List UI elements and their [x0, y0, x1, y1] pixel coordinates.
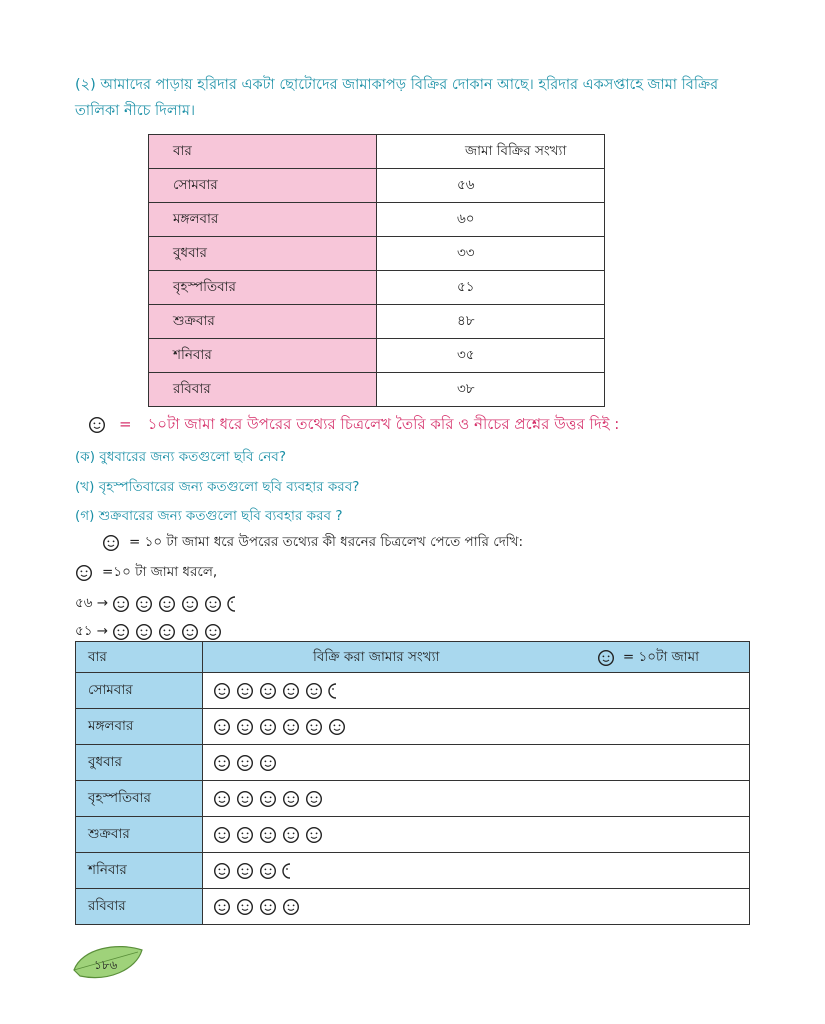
- assume-line: [75, 561, 217, 584]
- smiley-icon: [112, 595, 130, 613]
- table-row: [76, 889, 750, 925]
- smiley-icon: [597, 649, 615, 667]
- day-cell: শুক্রবার: [149, 305, 377, 339]
- smiley-icon: [135, 595, 153, 613]
- smiley-icon: [102, 534, 120, 552]
- example-56: [75, 592, 242, 615]
- header-count-label: বিক্রি করা জামার সংখ্যা: [313, 648, 440, 665]
- smiley-icon: [282, 898, 300, 916]
- table-row: [149, 305, 605, 339]
- header-count: জামা বিক্রির সংখ্যা: [377, 135, 605, 169]
- smiley-icon: [597, 649, 620, 667]
- day-cell: বৃহস্পতিবার: [149, 271, 377, 305]
- smiley-icon: [213, 790, 231, 808]
- smiley-icon: [112, 623, 130, 641]
- value-cell: ৪৮: [377, 305, 605, 339]
- smiley-icon: [236, 754, 254, 772]
- day-cell: বৃহস্পতিবার: [76, 781, 203, 817]
- value-cell: ৩৮: [377, 373, 605, 407]
- day-cell: সোমবার: [76, 673, 203, 709]
- example-label: ৫৬ →: [75, 595, 109, 611]
- day-cell: রবিবার: [76, 889, 203, 925]
- value-cell: ৫১: [377, 271, 605, 305]
- header-day: বার: [76, 642, 203, 673]
- table-row: [149, 237, 605, 271]
- smiley-icon: [236, 862, 254, 880]
- smiley-icon: [282, 826, 300, 844]
- instruction-text: ১০টা জামা ধরে উপরের তথ্যের চিত্রলেখ তৈরি করি ও নীচের প্রশ্নের উত্তর দিই :: [147, 415, 620, 433]
- day-cell: শুক্রবার: [76, 817, 203, 853]
- intro-paragraph: (২) আমাদের পাড়ায় হরিদার একটা ছোটোদের জামাকাপড় বিক্রির দোকান আছে। হরিদার একসপ্তাহে জামা বিক্রির তালিকা নীচে দিলাম।: [75, 77, 719, 119]
- day-cell: শনিবার: [149, 339, 377, 373]
- day-cell: রবিবার: [149, 373, 377, 407]
- legend: [597, 646, 699, 669]
- table-row: [149, 203, 605, 237]
- table-row: [149, 169, 605, 203]
- half-smiley-icon: [328, 682, 338, 700]
- legend-text: = ১০টা জামা: [622, 649, 699, 665]
- smiley-icon: [305, 682, 323, 700]
- day-cell: মঙ্গলবার: [76, 709, 203, 745]
- page-number: ১৮৬: [94, 958, 118, 972]
- question-kha: (খ) বৃহস্পতিবারের জন্য কতগুলো ছবি ব্যবহার করব?: [75, 479, 360, 495]
- smiley-icon: [75, 564, 98, 582]
- header-count: [203, 642, 750, 673]
- smiley-icon: [181, 595, 199, 613]
- pictograph-table: [75, 641, 750, 925]
- question-ga: (গ) শুক্রবারের জন্য কতগুলো ছবি ব্যবহার করব ?: [75, 508, 343, 524]
- smiley-row: [112, 623, 227, 641]
- smiley-icon: [204, 623, 222, 641]
- header-day: বার: [149, 135, 377, 169]
- smiley-row: [213, 683, 343, 699]
- smiley-icon: [135, 623, 153, 641]
- day-cell: বুধবার: [76, 745, 203, 781]
- smiley-icon: [259, 718, 277, 736]
- question-ka: (ক) বুধবারের জন্য কতগুলো ছবি নেব?: [75, 449, 286, 465]
- smiley-icon: [181, 623, 199, 641]
- example-51: [75, 620, 227, 643]
- smiley-icon: [75, 564, 93, 582]
- smiley-icon: [158, 595, 176, 613]
- smiley-icon: [204, 595, 222, 613]
- smiley-row: [213, 863, 297, 879]
- smiley-row: [213, 827, 328, 843]
- smiley-icon: [259, 682, 277, 700]
- table-row: [76, 817, 750, 853]
- smiley-icon: [88, 412, 111, 436]
- table-row: [76, 709, 750, 745]
- icon-cell: [203, 745, 750, 781]
- smiley-icon: [236, 898, 254, 916]
- day-cell: সোমবার: [149, 169, 377, 203]
- smiley-row: [213, 719, 351, 735]
- smiley-icon: [236, 718, 254, 736]
- smiley-icon: [259, 826, 277, 844]
- instruction: [88, 412, 619, 436]
- value-cell: ৩৩: [377, 237, 605, 271]
- table-row: [76, 781, 750, 817]
- smiley-icon: [213, 898, 231, 916]
- value-cell: ৬০: [377, 203, 605, 237]
- smiley-icon: [259, 898, 277, 916]
- smiley-row: [213, 791, 328, 807]
- day-cell: শনিবার: [76, 853, 203, 889]
- value-cell: ৩৫: [377, 339, 605, 373]
- assume-text: =১০ টা জামা ধরলে,: [102, 564, 218, 580]
- smiley-icon: [305, 826, 323, 844]
- smiley-icon: [236, 826, 254, 844]
- smiley-icon: [259, 790, 277, 808]
- smiley-icon: [236, 682, 254, 700]
- smiley-icon: [102, 534, 125, 552]
- smiley-icon: [259, 862, 277, 880]
- smiley-icon: [259, 754, 277, 772]
- smiley-icon: [88, 416, 106, 434]
- smiley-row: [213, 755, 282, 771]
- table-row: [76, 673, 750, 709]
- icon-cell: [203, 817, 750, 853]
- smiley-row: [213, 899, 305, 915]
- sales-table: [148, 134, 605, 407]
- day-cell: মঙ্গলবার: [149, 203, 377, 237]
- smiley-icon: [158, 623, 176, 641]
- table-row: [149, 271, 605, 305]
- icon-cell: [203, 709, 750, 745]
- icon-cell: [203, 889, 750, 925]
- icon-cell: [203, 673, 750, 709]
- day-cell: বুধবার: [149, 237, 377, 271]
- half-smiley-icon: [282, 862, 292, 880]
- sales-table-header: [149, 135, 605, 169]
- table-row: [76, 853, 750, 889]
- icon-cell: [203, 781, 750, 817]
- smiley-icon: [236, 790, 254, 808]
- explain-line: [102, 531, 523, 554]
- table-row: [149, 339, 605, 373]
- smiley-row: [112, 595, 242, 613]
- value-cell: ৫৬: [377, 169, 605, 203]
- smiley-icon: [305, 790, 323, 808]
- smiley-icon: [213, 826, 231, 844]
- icon-cell: [203, 853, 750, 889]
- table-row: [76, 745, 750, 781]
- half-smiley-icon: [227, 595, 237, 613]
- smiley-icon: [213, 754, 231, 772]
- table-row: [149, 373, 605, 407]
- smiley-icon: [282, 682, 300, 700]
- smiley-icon: [328, 718, 346, 736]
- smiley-icon: [213, 682, 231, 700]
- instruction-eq: =: [119, 415, 132, 433]
- pictograph-header: [76, 642, 750, 673]
- example-label: ৫১ →: [75, 623, 109, 639]
- smiley-icon: [282, 790, 300, 808]
- smiley-icon: [282, 718, 300, 736]
- smiley-icon: [213, 718, 231, 736]
- smiley-icon: [305, 718, 323, 736]
- explain-text: = ১০ টা জামা ধরে উপরের তথ্যের কী ধরনের চিত্রলেখ পেতে পারি দেখি:: [129, 534, 524, 550]
- smiley-icon: [213, 862, 231, 880]
